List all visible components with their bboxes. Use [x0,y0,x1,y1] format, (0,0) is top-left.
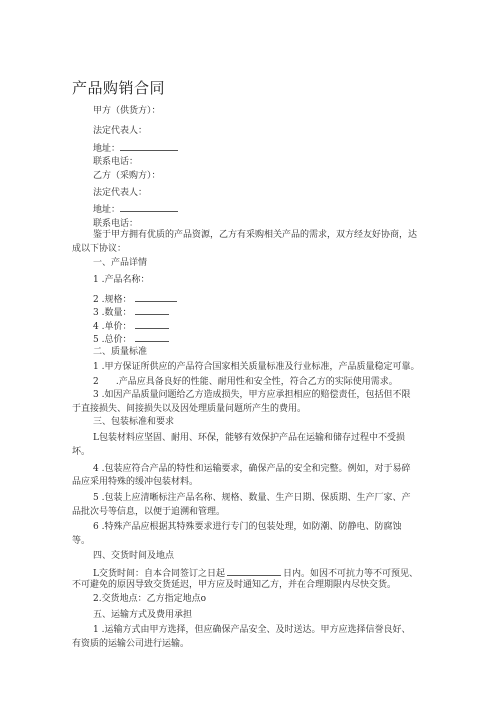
section-3-heading: 三、包装标准和要求 [93,417,175,427]
quantity-label: 3 .数量： [93,308,132,318]
party-b-rep: 法定代表人： [93,188,148,198]
packaging-para-6-line-2: 等。 [72,536,91,546]
preamble-line-1: 鉴于甲方拥有优质的产品资源，乙方有采购相关产品的需求，双方经友好协商，达 [93,230,418,240]
delivery-time-prefix: L交货时间：自本合同签订之日起 [93,569,225,579]
unit-price-blank [135,319,169,329]
total-price-blank [135,332,169,342]
preamble-line-2: 成以下协议： [72,244,127,254]
spec-blank [135,292,177,302]
delivery-time-line-1 [93,566,418,580]
quality-para-1: 1 .甲方保证所供应的产品符合国家相关质量标准及行业标准，产品质量稳定可靠。 [93,362,420,372]
party-b-address [93,202,178,216]
party-a-label: 甲方（供货方）： [93,106,161,116]
quality-para-3-line-1: 3 .如因产品质量问题给乙方造成损失，甲方应承担相应的赔偿责任，包括但不限 [93,390,411,400]
party-b-label: 乙方（采购方）： [93,171,161,181]
party-a-rep: 法定代表人： [93,126,148,136]
packaging-para-5-line-2: 品批次号等信息，以便于追溯和管理。 [72,507,226,517]
party-b-address-blank [120,202,178,212]
quantity-blank [135,305,169,315]
section-1-heading: 一、产品详情 [93,258,148,268]
quality-para-2: 2 .产品应具备良好的性能、耐用性和安全性，符合乙方的实际使用需求。 [93,377,398,387]
delivery-days-blank [227,566,281,576]
packaging-para-6-line-1: 6 .特殊产品应根据其特殊要求进行专门的包装处理，如防潮、防静电、防腐蚀 [93,522,402,532]
party-b-address-label: 地址： [93,205,121,215]
party-a-phone: 联系电话： [93,157,139,167]
packaging-para-5-line-1: 5 .包装上应清晰标注产品名称、规格、数量、生产日期、保质期、生产厂家、产 [93,493,411,503]
quantity-item [93,305,169,319]
document-title: 产品购销合同 [72,79,166,97]
quality-para-3-line-2: 于直接损失、间接损失以及因处理质量问题所产生的费用。 [72,404,307,414]
packaging-para-1-line-1: L包装材料应坚固、耐用、环保，能够有效保护产品在运输和储存过程中不受损 [93,433,405,443]
spec-item [93,292,177,306]
section-4-heading: 四、交货时间及地点 [93,551,175,561]
packaging-para-4-line-1: 4 .包装应符合产品的特性和运输要求，确保产品的安全和完整。例如，对于易碎 [93,464,411,474]
party-a-address [93,141,178,155]
party-b-phone: 联系电话： [93,219,139,229]
packaging-para-1-line-2: 坏。 [72,447,91,457]
transport-para-1-line-1: 1 .运输方式由甲方选择，但应确保产品安全、及时送达。甲方应选择信誉良好、 [93,625,411,635]
delivery-time-line-2: 不可避免的原因导致交货延迟，甲方应及时通知乙方，并在合理期限内尽快交货。 [72,580,397,590]
total-price-item [93,332,169,346]
unit-price-item [93,319,169,333]
spec-label: 2 .规格： [93,295,132,305]
party-a-address-label: 地址： [93,144,121,154]
packaging-para-4-line-2: 品应采用特殊的缓冲包装材料。 [72,477,199,487]
transport-para-1-line-2: 有资质的运输公司进行运输。 [72,639,190,649]
product-name-item: 1 .产品名称： [93,275,150,285]
total-price-label: 5 .总价： [93,335,132,345]
party-a-address-blank [120,141,178,151]
section-2-heading: 二、质量标准 [93,347,148,357]
unit-price-label: 4 .单价： [93,322,132,332]
section-5-heading: 五、运输方式及费用承担 [93,610,193,620]
delivery-time-suffix: 日内。如因不可抗力等不可预见、 [282,569,418,579]
delivery-location: 2.交货地点：乙方指定地点o [93,594,207,604]
